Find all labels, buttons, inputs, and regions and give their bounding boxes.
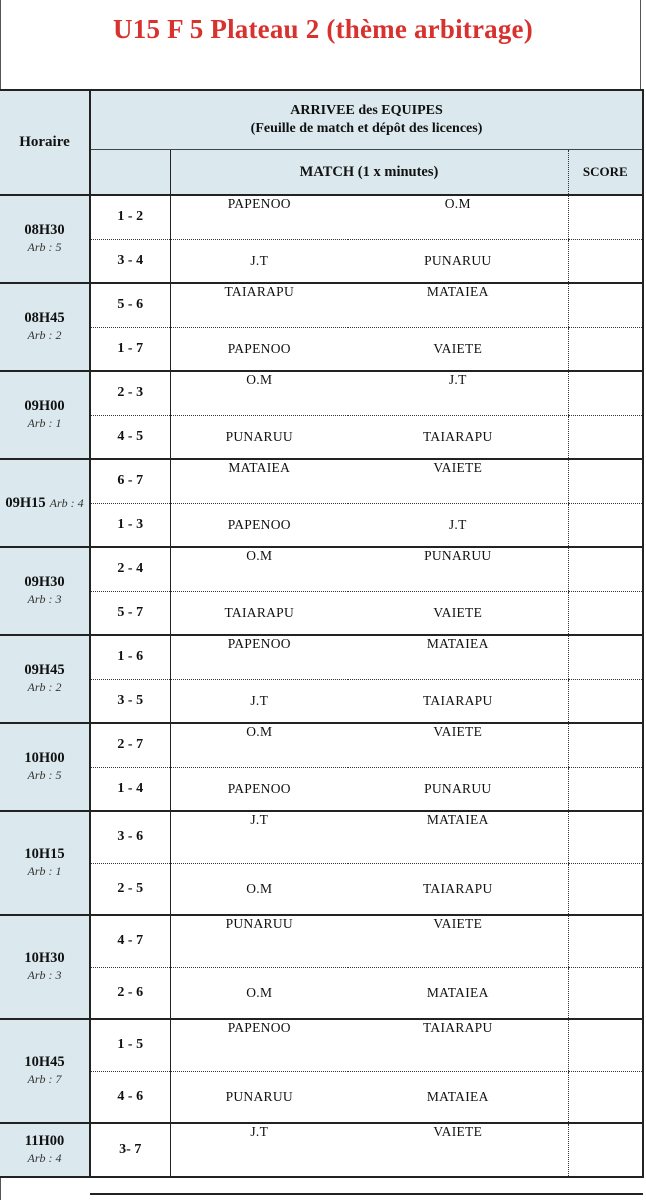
away-team: TAIARAPU <box>348 1019 568 1071</box>
match-number: 2 - 5 <box>90 863 170 915</box>
home-team: PAPENOO <box>170 195 348 239</box>
home-team: PUNARUU <box>170 415 348 459</box>
time-slot-cell <box>0 283 90 371</box>
score-field[interactable] <box>568 503 643 547</box>
away-team: O.M <box>348 195 568 239</box>
referee-value: Arb : 3 <box>27 968 62 982</box>
home-team: PAPENOO <box>170 635 348 679</box>
time-slot-cell <box>0 723 90 811</box>
score-header: SCORE <box>568 150 643 196</box>
match-number: 1 - 4 <box>90 767 170 811</box>
referee-value: Arb : 5 <box>27 768 62 782</box>
away-team: VAIETE <box>348 723 568 767</box>
match-row <box>0 415 643 459</box>
match-number: 3 - 6 <box>90 811 170 863</box>
match-row <box>0 371 643 415</box>
schedule-body <box>0 195 643 1177</box>
home-team: PUNARUU <box>170 1071 348 1123</box>
match-row <box>0 503 643 547</box>
match-row <box>0 239 643 283</box>
home-team: O.M <box>170 723 348 767</box>
away-team: MATAIEA <box>348 967 568 1019</box>
match-row <box>0 863 643 915</box>
home-team: PAPENOO <box>170 767 348 811</box>
score-field[interactable] <box>568 1019 643 1071</box>
away-team: J.T <box>348 371 568 415</box>
match-row <box>0 767 643 811</box>
home-team: J.T <box>170 239 348 283</box>
match-row <box>0 591 643 635</box>
home-team: J.T <box>170 679 348 723</box>
match-row <box>0 1019 643 1071</box>
home-team: O.M <box>170 863 348 915</box>
home-team: O.M <box>170 371 348 415</box>
match-number: 1 - 2 <box>90 195 170 239</box>
score-field[interactable] <box>568 967 643 1019</box>
time-value: 08H30 <box>24 222 65 238</box>
match-row <box>0 1071 643 1123</box>
time-slot-cell <box>0 635 90 723</box>
match-number: 5 - 7 <box>90 591 170 635</box>
match-number: 6 - 7 <box>90 459 170 503</box>
match-number: 4 - 7 <box>90 915 170 967</box>
match-number: 3 - 4 <box>90 239 170 283</box>
time-value: 10H00 <box>24 750 65 766</box>
match-number: 5 - 6 <box>90 283 170 327</box>
match-number: 4 - 5 <box>90 415 170 459</box>
horaire-header: Horaire <box>0 90 90 195</box>
home-team: PAPENOO <box>170 503 348 547</box>
score-field[interactable] <box>568 635 643 679</box>
match-row <box>0 1123 643 1177</box>
match-row <box>0 811 643 863</box>
home-team: PAPENOO <box>170 1019 348 1071</box>
home-team: J.T <box>170 811 348 863</box>
time-slot-cell <box>0 459 90 547</box>
score-field[interactable] <box>568 915 643 967</box>
time-value: 10H15 <box>24 846 65 862</box>
referee-value: Arb : 3 <box>27 592 62 606</box>
referee-value: Arb : 4 <box>27 1151 62 1165</box>
time-value: 10H45 <box>24 1054 65 1070</box>
score-field[interactable] <box>568 811 643 863</box>
time-slot-cell <box>0 915 90 1019</box>
match-row <box>0 635 643 679</box>
referee-value: Arb : 1 <box>27 416 62 430</box>
arrivee-line1: ARRIVEE des EQUIPES <box>290 103 443 118</box>
away-team: J.T <box>348 503 568 547</box>
time-slot-cell <box>0 195 90 283</box>
referee-value: Arb : 5 <box>27 240 62 254</box>
home-team: MATAIEA <box>170 459 348 503</box>
match-row <box>0 679 643 723</box>
match-number: 4 - 6 <box>90 1071 170 1123</box>
time-slot-cell <box>0 1019 90 1123</box>
away-team: VAIETE <box>348 915 568 967</box>
away-team: VAIETE <box>348 327 568 371</box>
score-field[interactable] <box>568 591 643 635</box>
match-number: 1 - 6 <box>90 635 170 679</box>
away-team: MATAIEA <box>348 811 568 863</box>
away-team: TAIARAPU <box>348 415 568 459</box>
time-slot-cell <box>0 1123 90 1177</box>
time-slot-cell <box>0 371 90 459</box>
away-team: MATAIEA <box>348 1071 568 1123</box>
match-number: 3- 7 <box>90 1123 170 1177</box>
away-team: PUNARUU <box>348 239 568 283</box>
score-field[interactable] <box>568 195 643 239</box>
time-slot-cell <box>0 811 90 915</box>
match-row <box>0 967 643 1019</box>
match-row <box>0 915 643 967</box>
home-team: PAPENOO <box>170 327 348 371</box>
score-field[interactable] <box>568 371 643 415</box>
match-number: 2 - 3 <box>90 371 170 415</box>
arrivee-header <box>90 90 643 150</box>
schedule-table <box>0 89 644 1178</box>
score-field[interactable] <box>568 723 643 767</box>
home-team: TAIARAPU <box>170 283 348 327</box>
time-value: 09H00 <box>24 398 65 414</box>
time-value: 09H30 <box>24 574 65 590</box>
document-title: U15 F 5 Plateau 2 (thème arbitrage) <box>113 14 533 44</box>
score-field[interactable] <box>568 767 643 811</box>
score-field[interactable] <box>568 459 643 503</box>
match-number: 2 - 4 <box>90 547 170 591</box>
match-number: 3 - 5 <box>90 679 170 723</box>
match-row <box>0 195 643 239</box>
referee-value: Arb : 7 <box>27 1072 62 1086</box>
number-header-blank <box>90 150 170 196</box>
match-row <box>0 547 643 591</box>
match-number: 1 - 5 <box>90 1019 170 1071</box>
score-field[interactable] <box>568 1071 643 1123</box>
score-field[interactable] <box>568 327 643 371</box>
score-field[interactable] <box>568 679 643 723</box>
home-team: PUNARUU <box>170 915 348 967</box>
away-team: VAIETE <box>348 1123 568 1177</box>
table-bottom-line <box>90 1193 643 1195</box>
referee-value: Arb : 2 <box>27 328 62 342</box>
time-value: 10H30 <box>24 950 65 966</box>
away-team: MATAIEA <box>348 635 568 679</box>
match-row <box>0 327 643 371</box>
score-field[interactable] <box>568 239 643 283</box>
away-team: TAIARAPU <box>348 679 568 723</box>
arrivee-line2: (Feuille de match et dépôt des licences) <box>250 121 483 136</box>
match-row <box>0 283 643 327</box>
home-team: TAIARAPU <box>170 591 348 635</box>
match-row <box>0 459 643 503</box>
referee-value: Arb : 1 <box>27 864 62 878</box>
time-value: 09H15 <box>5 495 46 511</box>
match-number: 2 - 7 <box>90 723 170 767</box>
match-number: 1 - 7 <box>90 327 170 371</box>
match-number: 1 - 3 <box>90 503 170 547</box>
away-team: MATAIEA <box>348 283 568 327</box>
away-team: PUNARUU <box>348 547 568 591</box>
home-team: O.M <box>170 547 348 591</box>
time-value: 11H00 <box>24 1133 65 1149</box>
away-team: PUNARUU <box>348 767 568 811</box>
score-field[interactable] <box>568 547 643 591</box>
score-field[interactable] <box>568 863 643 915</box>
home-team: O.M <box>170 967 348 1019</box>
time-value: 08H45 <box>24 310 65 326</box>
home-team: J.T <box>170 1123 348 1177</box>
referee-value: Arb : 4 <box>49 496 84 510</box>
time-value: 09H45 <box>24 662 65 678</box>
match-header: MATCH (1 x minutes) <box>170 150 568 196</box>
score-field[interactable] <box>568 283 643 327</box>
score-field[interactable] <box>568 415 643 459</box>
away-team: VAIETE <box>348 459 568 503</box>
referee-value: Arb : 2 <box>27 680 62 694</box>
match-row <box>0 723 643 767</box>
time-slot-cell <box>0 547 90 635</box>
away-team: TAIARAPU <box>348 863 568 915</box>
away-team: VAIETE <box>348 591 568 635</box>
score-field[interactable] <box>568 1123 643 1177</box>
match-number: 2 - 6 <box>90 967 170 1019</box>
